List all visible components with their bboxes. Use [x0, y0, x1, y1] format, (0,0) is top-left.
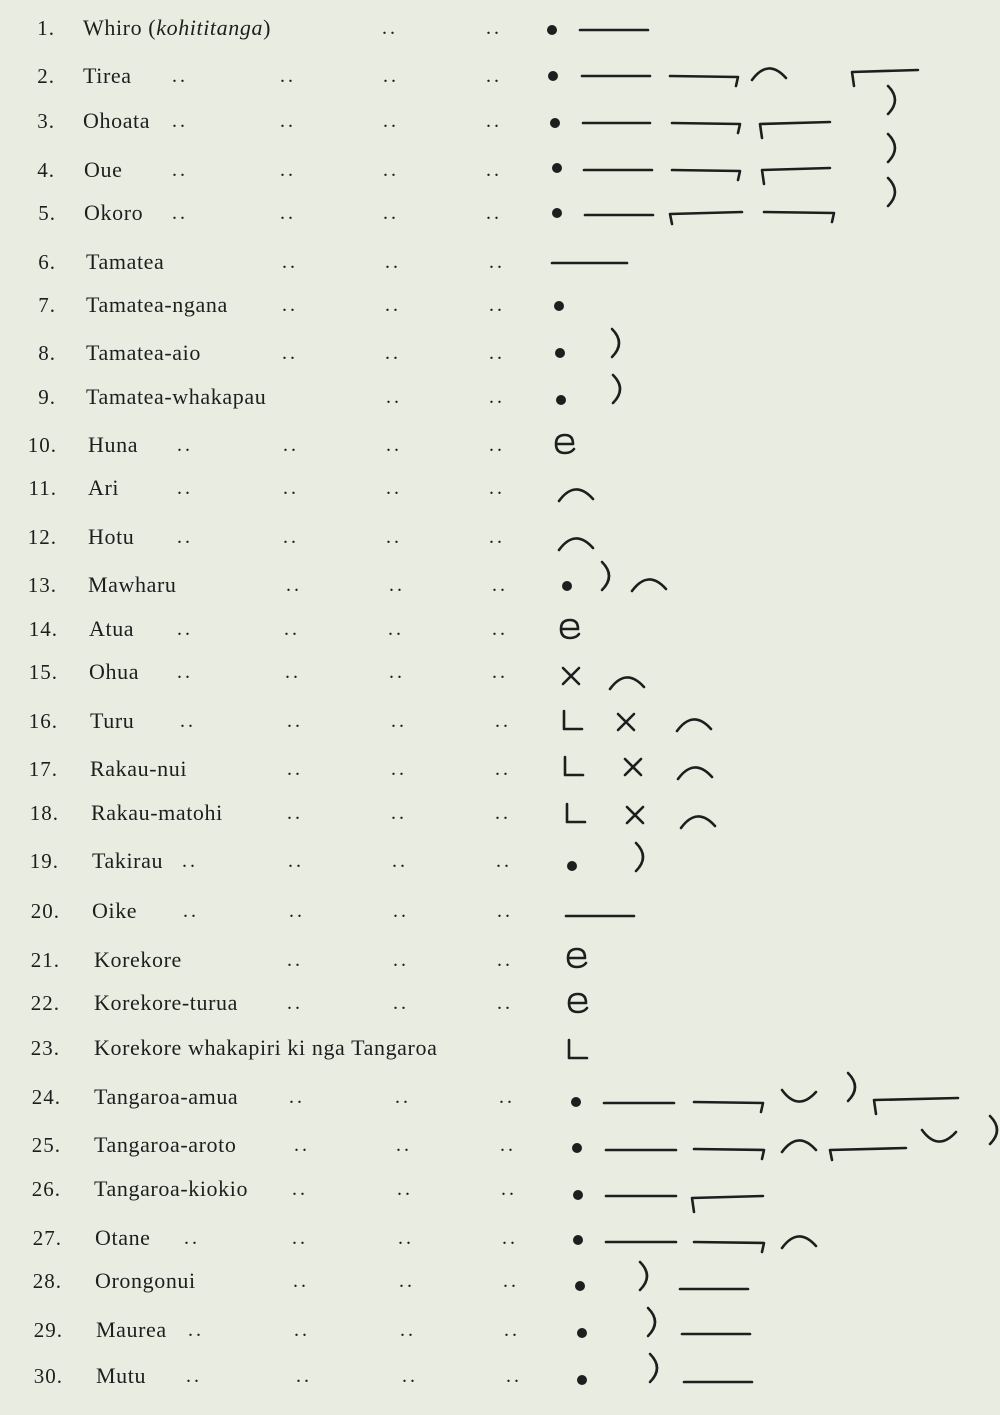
leader-dots: ..	[184, 1227, 200, 1249]
leader-dots: ..	[489, 477, 505, 499]
leader-dots: ..	[284, 618, 300, 640]
leader-dots: ..	[182, 850, 198, 872]
moon-cross-symbol	[618, 714, 634, 730]
night-name-text: Hotu	[88, 524, 135, 549]
moon-dot-symbol	[571, 1097, 581, 1107]
leader-dots: ..	[283, 477, 299, 499]
night-name-text: Korekore whakapiri ki nga Tangaroa	[94, 1035, 438, 1060]
leader-dots: ..	[296, 1365, 312, 1387]
leader-dots: ..	[489, 251, 505, 273]
leader-dots: ..	[492, 618, 508, 640]
leader-dots: ..	[286, 574, 302, 596]
leader-dots: ..	[289, 900, 305, 922]
leader-dots: ..	[399, 1270, 415, 1292]
night-name-text: Atua	[89, 616, 135, 641]
leader-dots: ..	[496, 850, 512, 872]
night-name-text: Tirea	[83, 63, 132, 88]
leader-dots: ..	[386, 526, 402, 548]
moon-dot-symbol	[556, 395, 566, 405]
leader-dots: ..	[280, 110, 296, 132]
night-name-text: Ohoata	[83, 108, 151, 133]
moon-hook-left-up-symbol	[852, 70, 918, 86]
leader-dots: ..	[486, 202, 502, 224]
leader-dots: ..	[294, 1134, 310, 1156]
leader-dots: ..	[391, 802, 407, 824]
night-name-text: Tamatea-whakapau	[86, 384, 267, 409]
night-name-text: Tangaroa-kiokio	[94, 1176, 249, 1201]
leader-dots: ..	[386, 386, 402, 408]
moon-paren-symbol	[636, 843, 643, 871]
leader-dots: ..	[282, 294, 298, 316]
moon-arc-symbol	[782, 1236, 816, 1248]
leader-dots: ..	[388, 618, 404, 640]
leader-dots: ..	[177, 618, 193, 640]
leader-dots: ..	[486, 110, 502, 132]
entry-number: 5.	[38, 201, 56, 225]
moon-hook-right-symbol	[670, 76, 738, 86]
leader-dots: ..	[288, 850, 304, 872]
leader-dots: ..	[402, 1365, 418, 1387]
leader-dots: ..	[389, 574, 405, 596]
moon-cross-symbol	[625, 759, 641, 775]
moon-hook-left-up-symbol	[692, 1196, 763, 1212]
moon-corner-symbol	[567, 804, 585, 822]
moon-arc-symbol	[559, 489, 593, 501]
night-name-text: Turu	[90, 708, 135, 733]
night-name-text: Takirau	[92, 848, 164, 873]
moon-paren-symbol	[602, 562, 609, 590]
leader-dots: ..	[289, 1086, 305, 1108]
night-name-text: Oue	[84, 157, 123, 182]
night-name-text: Mutu	[96, 1363, 147, 1388]
leader-dots: ..	[287, 802, 303, 824]
leader-dots: ..	[497, 900, 513, 922]
leader-dots: ..	[292, 1227, 308, 1249]
entry-number: 27.	[32, 1226, 62, 1250]
moon-arc-symbol	[681, 816, 715, 828]
leader-dots: ..	[489, 526, 505, 548]
moon-paren-symbol	[990, 1116, 997, 1144]
night-name-text: Orongonui	[95, 1268, 196, 1293]
entry-number: 11.	[28, 476, 57, 500]
leader-dots: ..	[383, 202, 399, 224]
moon-dot-symbol	[550, 118, 560, 128]
entry-number: 14.	[28, 617, 58, 641]
entry-number: 9.	[38, 385, 56, 409]
leader-dots: ..	[393, 992, 409, 1014]
moon-corner-symbol	[565, 757, 583, 775]
entry-number: 26.	[31, 1177, 61, 1201]
moon-dot-symbol	[567, 861, 577, 871]
leader-dots: ..	[382, 17, 398, 39]
night-name-text: Rakau-matohi	[91, 800, 223, 825]
moon-hook-left-symbol	[670, 212, 742, 224]
leader-dots: ..	[486, 159, 502, 181]
leader-dots: ..	[495, 802, 511, 824]
leader-dots: ..	[486, 65, 502, 87]
leader-dots: ..	[497, 992, 513, 1014]
leader-dots: ..	[386, 477, 402, 499]
leader-dots: ..	[287, 758, 303, 780]
moon-hook-right-symbol	[694, 1149, 764, 1159]
entry-number: 21.	[30, 948, 60, 972]
leader-dots: ..	[293, 1270, 309, 1292]
moon-hook-left-symbol	[830, 1148, 906, 1160]
leader-dots: ..	[486, 17, 502, 39]
leader-dots: ..	[503, 1270, 519, 1292]
moon-cup-symbol	[782, 1090, 816, 1102]
leader-dots: ..	[285, 661, 301, 683]
leader-dots: ..	[283, 526, 299, 548]
moon-paren-symbol	[648, 1308, 655, 1336]
leader-dots: ..	[183, 900, 199, 922]
leader-dots: ..	[492, 574, 508, 596]
moon-dot-symbol	[547, 25, 557, 35]
moon-dot-symbol	[573, 1190, 583, 1200]
entry-number: 12.	[27, 525, 57, 549]
night-name-text: Tangaroa-aroto	[94, 1132, 237, 1157]
leader-dots: ..	[292, 1178, 308, 1200]
leader-dots: ..	[391, 758, 407, 780]
leader-dots: ..	[393, 949, 409, 971]
entry-number: 2.	[37, 64, 55, 88]
night-name-text: Oike	[92, 898, 138, 923]
moon-paren-symbol	[888, 178, 895, 206]
entry-number: 8.	[38, 341, 56, 365]
leader-dots: ..	[393, 900, 409, 922]
moon-paren-symbol	[888, 86, 895, 114]
leader-dots: ..	[282, 251, 298, 273]
night-name-text: Otane	[95, 1225, 151, 1250]
leader-dots: ..	[172, 202, 188, 224]
leader-dots: ..	[501, 1178, 517, 1200]
night-name-text: Tamatea-ngana	[86, 292, 228, 317]
leader-dots: ..	[172, 110, 188, 132]
moon-arc-symbol	[678, 767, 712, 779]
entry-number: 19.	[29, 849, 59, 873]
moon-cup-symbol	[922, 1130, 956, 1142]
leader-dots: ..	[172, 159, 188, 181]
entry-number: 6.	[38, 250, 56, 274]
moon-dot-symbol	[552, 163, 562, 173]
leader-dots: ..	[294, 1319, 310, 1341]
moon-cross-symbol	[563, 668, 579, 684]
leader-dots: ..	[383, 110, 399, 132]
leader-dots: ..	[177, 434, 193, 456]
moon-arc-symbol	[610, 677, 644, 689]
leader-dots: ..	[396, 1134, 412, 1156]
entry-number: 28.	[32, 1269, 62, 1293]
moon-e-symbol	[561, 620, 579, 638]
leader-dots: ..	[287, 710, 303, 732]
leader-dots: ..	[499, 1086, 515, 1108]
entry-number: 29.	[33, 1318, 63, 1342]
moon-paren-symbol	[640, 1262, 647, 1290]
moon-paren-symbol	[613, 375, 620, 403]
moon-hook-right-symbol	[672, 123, 740, 133]
leader-dots: ..	[504, 1319, 520, 1341]
leader-dots: ..	[392, 850, 408, 872]
leader-dots: ..	[385, 251, 401, 273]
leader-dots: ..	[489, 434, 505, 456]
leader-dots: ..	[389, 661, 405, 683]
moon-corner-symbol	[564, 711, 582, 729]
moon-hook-left-up-symbol	[762, 168, 830, 184]
moon-e-symbol	[568, 949, 586, 967]
moon-e-symbol	[569, 994, 587, 1012]
moon-arc-symbol	[559, 538, 593, 550]
leader-dots: ..	[386, 434, 402, 456]
moon-arc-symbol	[752, 68, 786, 80]
night-name-text: Korekore-turua	[94, 990, 238, 1015]
leader-dots: ..	[280, 202, 296, 224]
moon-paren-symbol	[650, 1354, 657, 1382]
moon-dot-symbol	[577, 1328, 587, 1338]
leader-dots: ..	[282, 342, 298, 364]
moon-hook-right-symbol	[694, 1242, 764, 1252]
leader-dots: ..	[383, 65, 399, 87]
leader-dots: ..	[502, 1227, 518, 1249]
leader-dots: ..	[177, 477, 193, 499]
moon-dot-symbol	[554, 301, 564, 311]
leader-dots: ..	[287, 949, 303, 971]
entry-number: 25.	[31, 1133, 61, 1157]
moon-paren-symbol	[612, 329, 619, 357]
moon-dot-symbol	[562, 581, 572, 591]
leader-dots: ..	[177, 526, 193, 548]
night-name-text: Ari	[88, 475, 120, 500]
entry-number: 17.	[28, 757, 58, 781]
entry-number: 16.	[28, 709, 58, 733]
leader-dots: ..	[188, 1319, 204, 1341]
leader-dots: ..	[385, 342, 401, 364]
leader-dots: ..	[283, 434, 299, 456]
moon-hook-left-up-symbol	[760, 122, 830, 138]
moon-dot-symbol	[577, 1375, 587, 1385]
moon-dot-symbol	[575, 1281, 585, 1291]
leader-dots: ..	[500, 1134, 516, 1156]
night-name-text: Huna	[88, 432, 139, 457]
moon-hook-left-up-symbol	[874, 1098, 958, 1114]
entry-number: 1.	[37, 16, 55, 40]
night-name-text: Tamatea	[86, 249, 165, 274]
leader-dots: ..	[395, 1086, 411, 1108]
moon-arc-symbol	[782, 1140, 816, 1152]
entry-number: 3.	[37, 109, 55, 133]
night-name-text: Maurea	[96, 1317, 167, 1342]
leader-dots: ..	[383, 159, 399, 181]
entry-number: 18.	[29, 801, 59, 825]
night-name-text: Tamatea-aio	[86, 340, 201, 365]
moon-dot-symbol	[573, 1235, 583, 1245]
entry-number: 24.	[31, 1085, 61, 1109]
leader-dots: ..	[497, 949, 513, 971]
night-name-text: Rakau-nui	[90, 756, 188, 781]
night-name-suffix: kohititanga	[156, 15, 264, 40]
entry-number: 15.	[28, 660, 58, 684]
moon-hook-right-symbol	[672, 170, 740, 180]
leader-dots: ..	[280, 65, 296, 87]
moon-arc-symbol	[677, 719, 711, 731]
leader-dots: ..	[397, 1178, 413, 1200]
moon-cross-symbol	[627, 807, 643, 823]
moon-hook-right-symbol	[694, 1102, 763, 1112]
moon-paren-symbol	[888, 134, 895, 162]
entry-number: 13.	[27, 573, 57, 597]
night-name-text: Korekore	[94, 947, 182, 972]
leader-dots: ..	[186, 1365, 202, 1387]
entry-number: 23.	[30, 1036, 60, 1060]
night-name: Whiro (kohititanga)	[83, 15, 271, 40]
leader-dots: ..	[495, 758, 511, 780]
night-name-text: Okoro	[84, 200, 144, 225]
leader-dots: ..	[506, 1365, 522, 1387]
leader-dots: ..	[391, 710, 407, 732]
moon-arc-symbol	[632, 579, 666, 591]
leader-dots: ..	[400, 1319, 416, 1341]
leader-dots: ..	[177, 661, 193, 683]
entry-number: 4.	[37, 158, 55, 182]
moon-dot-symbol	[555, 348, 565, 358]
leader-dots: ..	[385, 294, 401, 316]
leader-dots: ..	[489, 342, 505, 364]
night-name-text: Mawharu	[88, 572, 177, 597]
leader-dots: ..	[495, 710, 511, 732]
leader-dots: ..	[492, 661, 508, 683]
moon-dot-symbol	[552, 208, 562, 218]
leader-dots: ..	[180, 710, 196, 732]
leader-dots: ..	[398, 1227, 414, 1249]
night-name-text: Ohua	[89, 659, 140, 684]
entry-number: 10.	[27, 433, 57, 457]
night-name-text: Tangaroa-amua	[94, 1084, 239, 1109]
moon-dot-symbol	[572, 1143, 582, 1153]
moon-e-symbol	[556, 435, 574, 453]
moon-paren-symbol	[848, 1073, 855, 1101]
leader-dots: ..	[172, 65, 188, 87]
leader-dots: ..	[280, 159, 296, 181]
leader-dots: ..	[489, 294, 505, 316]
entry-number: 22.	[30, 991, 60, 1015]
entry-number: 7.	[38, 293, 56, 317]
moon-dot-symbol	[548, 71, 558, 81]
entry-number: 20.	[30, 899, 60, 923]
leader-dots: ..	[287, 992, 303, 1014]
leader-dots: ..	[489, 386, 505, 408]
entry-number: 30.	[33, 1364, 63, 1388]
night-name-text: Whiro	[83, 15, 143, 40]
moon-corner-symbol	[569, 1040, 587, 1058]
moon-hook-right-symbol	[764, 212, 834, 222]
